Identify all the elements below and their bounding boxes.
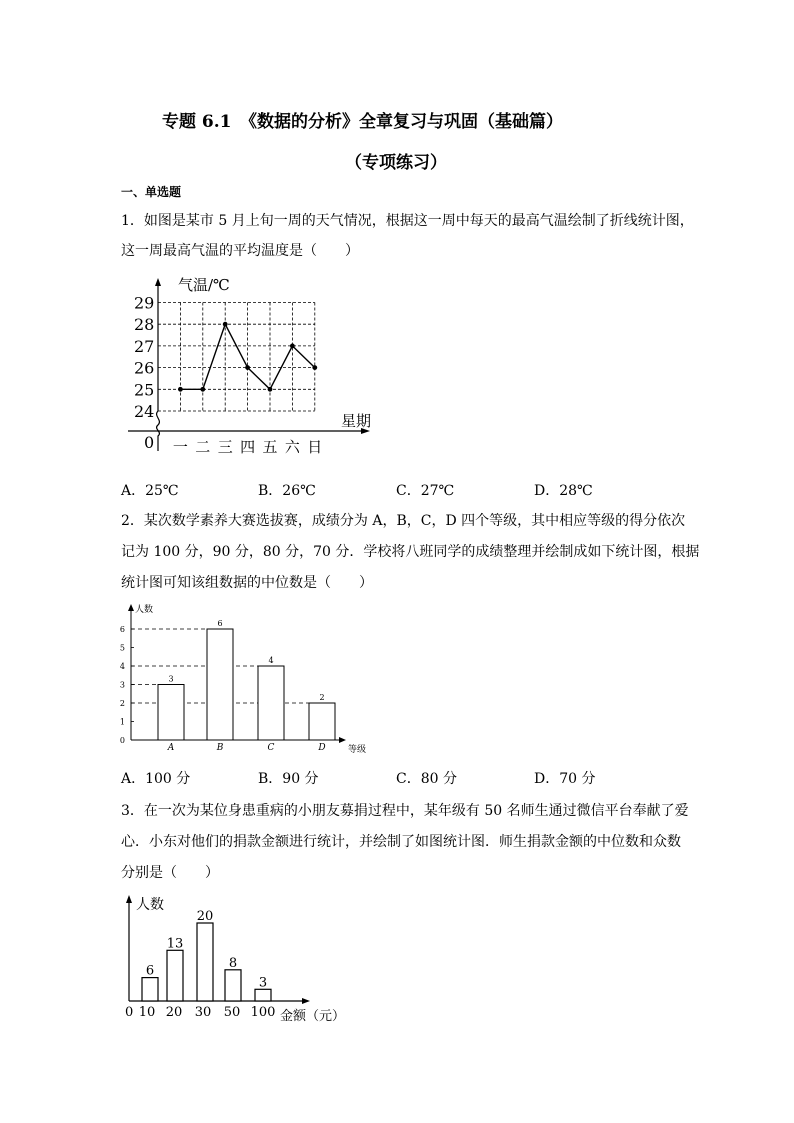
chart2-xtick-label: A bbox=[167, 743, 175, 753]
page-title: 专题 6.1 《数据的分析》全章复习与巩固（基础篇） bbox=[162, 112, 563, 132]
chart1-y-axis-arrow bbox=[155, 278, 161, 286]
chart1-ytick-label: 29 bbox=[134, 293, 155, 313]
chart2-ytick-label: 6 bbox=[119, 625, 125, 634]
chart3-xtick-label: 10 bbox=[138, 1005, 156, 1020]
chart3-data-label: 8 bbox=[228, 955, 238, 971]
chart3-x-axis-arrow bbox=[302, 998, 310, 1004]
chart2-y-axis-arrow bbox=[128, 604, 134, 611]
chart1-data-point bbox=[178, 387, 183, 392]
chart1-data-point bbox=[290, 344, 295, 349]
chart3-data-label: 6 bbox=[145, 963, 155, 979]
question-3-line-2: 心．小东对他们的捐款金额进行统计，并绘制了如图统计图．师生捐款金额的中位数和众数 bbox=[121, 834, 681, 850]
q2-option-b[interactable]: B．90 分 bbox=[258, 771, 319, 787]
question-3-line-1: 3．在一次为某位身患重病的小朋友募捐过程中，某年级有 50 名师生通过微信平台奉献了爱 bbox=[121, 803, 689, 819]
chart1-data-point bbox=[312, 365, 317, 370]
chart1-data-point bbox=[223, 322, 228, 327]
chart3-bar bbox=[225, 970, 241, 1001]
question-1-line-1: 1．如图是某市 5 月上旬一周的天气情况，根据这一周中每天的最高气温绘制了折线统计图， bbox=[121, 213, 694, 229]
chart2-bar bbox=[207, 629, 233, 740]
chart1-xtick-label: 四 bbox=[240, 438, 256, 456]
q1-option-b[interactable]: B．26℃ bbox=[258, 483, 316, 499]
chart2-bar bbox=[258, 666, 284, 740]
chart2-data-label: 4 bbox=[268, 656, 274, 665]
chart1-data-point bbox=[268, 387, 273, 392]
chart2-ylabel: 人数 bbox=[135, 605, 154, 615]
chart3-xtick-label: 50 bbox=[223, 1005, 241, 1020]
temperature-line-chart bbox=[120, 268, 390, 463]
q1-option-d[interactable]: D．28℃ bbox=[534, 483, 593, 499]
chart1-grid bbox=[158, 303, 315, 412]
chart2-data-label: 3 bbox=[168, 674, 174, 684]
question-3-line-3: 分别是（ ） bbox=[121, 865, 219, 881]
section-heading: 一、单选题 bbox=[121, 185, 182, 199]
chart3-bar bbox=[255, 989, 271, 1001]
donation-bar-chart bbox=[115, 890, 360, 1030]
chart3-xtick-label: 30 bbox=[194, 1005, 212, 1020]
chart2-ytick-label: 4 bbox=[119, 662, 125, 671]
question-2-line-1: 2．某次数学素养大赛选拔赛，成绩分为 A，B，C，D 四个等级，其中相应等级的得分依次 bbox=[121, 513, 686, 529]
chart2-ytick-label: 5 bbox=[119, 643, 125, 653]
chart2-data-label: 6 bbox=[217, 619, 223, 628]
chart2-x-axis-arrow bbox=[339, 737, 346, 743]
chart2-ytick-label: 3 bbox=[119, 680, 125, 690]
chart1-ytick-label: 25 bbox=[134, 380, 155, 400]
chart3-bar bbox=[167, 950, 183, 1001]
chart2-xtick-label: B bbox=[216, 743, 224, 753]
page-subtitle: （专项练习） bbox=[345, 153, 447, 173]
chart3-xtick-label: 100 bbox=[250, 1005, 276, 1020]
chart2-data-label: 2 bbox=[319, 693, 325, 702]
q1-option-a[interactable]: A．25℃ bbox=[121, 483, 179, 499]
chart1-ytick-label: 28 bbox=[134, 315, 155, 335]
chart2-bar bbox=[309, 703, 335, 740]
q2-option-d[interactable]: D．70 分 bbox=[534, 771, 596, 787]
chart1-ytick-label: 27 bbox=[134, 336, 155, 356]
chart1-data-point bbox=[245, 365, 250, 370]
chart3-data-label: 20 bbox=[196, 909, 214, 924]
chart3-bar bbox=[197, 923, 213, 1001]
chart1-xtick-label: 五 bbox=[262, 438, 278, 456]
chart1-ytick-label: 24 bbox=[134, 402, 155, 421]
chart3-y-axis-arrow bbox=[126, 895, 132, 903]
chart2-ytick-label: 0 bbox=[119, 736, 125, 745]
chart3-data-label: 3 bbox=[258, 975, 268, 991]
question-1-line-2: 这一周最高气温的平均温度是（ ） bbox=[121, 243, 359, 259]
q1-option-c[interactable]: C．27℃ bbox=[396, 483, 455, 499]
chart3-ylabel: 人数 bbox=[136, 897, 164, 913]
chart1-ytick-label: 26 bbox=[134, 358, 155, 378]
q2-option-a[interactable]: A．100 分 bbox=[121, 771, 191, 787]
chart1-xlabel: 星期 bbox=[341, 412, 372, 430]
chart2-xlabel: 等级 bbox=[348, 745, 367, 755]
chart2-xtick-label: D bbox=[318, 743, 326, 753]
chart1-xtick-label: 一 bbox=[172, 438, 188, 456]
chart3-origin-label: 0 bbox=[125, 1005, 134, 1020]
chart2-bar bbox=[158, 685, 184, 741]
chart2-ytick-label: 1 bbox=[119, 717, 125, 727]
question-2-line-3: 统计图可知该组数据的中位数是（ ） bbox=[121, 575, 373, 591]
chart1-xtick-label: 六 bbox=[284, 438, 300, 456]
chart2-ytick-label: 2 bbox=[119, 699, 125, 708]
chart1-xtick-label: 三 bbox=[217, 438, 233, 456]
chart3-bar bbox=[142, 978, 158, 1001]
chart1-xtick-label: 日 bbox=[307, 438, 323, 456]
grade-bar-chart bbox=[115, 602, 375, 757]
chart3-xlabel: 金额（元） bbox=[280, 1009, 346, 1024]
q2-option-c[interactable]: C．80 分 bbox=[396, 771, 457, 787]
chart1-data-point bbox=[200, 387, 205, 392]
chart1-ylabel: 气温/℃ bbox=[178, 276, 230, 294]
question-2-line-2: 记为 100 分，90 分，80 分，70 分．学校将八班同学的成绩整理并绘制成如下统计图，根据 bbox=[121, 544, 700, 560]
chart1-xtick-label: 二 bbox=[195, 438, 211, 456]
chart2-xtick-label: C bbox=[267, 743, 275, 753]
chart3-xtick-label: 20 bbox=[165, 1005, 183, 1020]
chart1-ytick-label: 0 bbox=[144, 433, 155, 452]
chart3-data-label: 13 bbox=[166, 936, 184, 952]
